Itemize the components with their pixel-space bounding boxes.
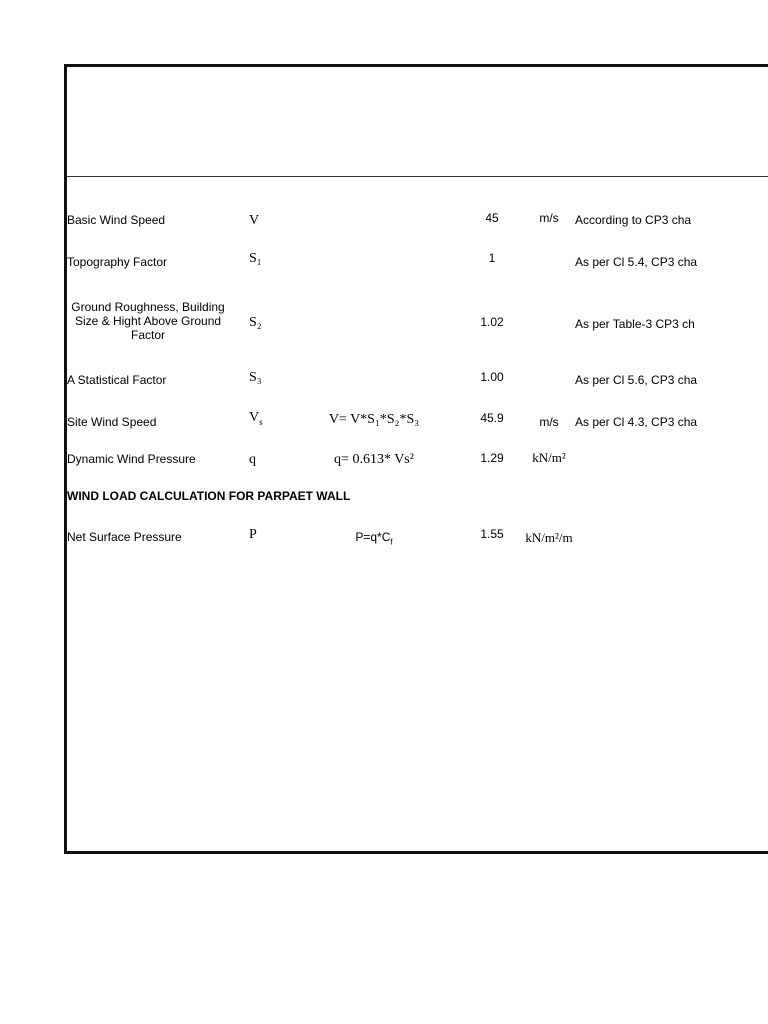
row-label: Basic Wind Speed [67, 213, 166, 227]
row-symbol: S₂ [249, 315, 262, 330]
row-label: Net Surface Pressure [67, 530, 182, 544]
row-ground-roughness [67, 300, 768, 344]
row-reference: As per Cl 5.6, CP3 cha [575, 373, 698, 387]
row-net-surface-pressure [67, 527, 768, 550]
row-label: Ground Roughness, Building Size & Hight Above Ground Factor [71, 300, 225, 342]
row-value: 45.9 [480, 411, 504, 425]
row-symbol: S₃ [249, 370, 262, 385]
row-symbol: V [249, 213, 260, 228]
row-formula: q= 0.613* Vs² [334, 452, 414, 467]
row-reference: As per Cl 5.4, CP3 cha [575, 255, 698, 269]
row-site-wind-speed [67, 410, 768, 435]
row-value: 1.00 [480, 370, 504, 384]
calculation-sheet [64, 64, 768, 854]
row-value: 1.55 [480, 527, 504, 541]
row-formula: V= V*S₁*S₂*S₃ [328, 412, 420, 427]
row-reference: According to CP3 cha [575, 213, 692, 227]
row-unit: kN/m²/m [525, 530, 573, 545]
row-value: 45 [485, 211, 499, 225]
row-formula: $P=q*C_f$ [355, 530, 393, 547]
row-reference: As per Table-3 CP3 ch [575, 317, 695, 331]
row-value: 1 [488, 251, 496, 265]
row-topography-factor [67, 251, 768, 275]
row-unit: kN/m² [532, 450, 566, 465]
row-value: 1.29 [480, 451, 504, 465]
row-value: 1.02 [480, 315, 504, 329]
row-label: Dynamic Wind Pressure [67, 452, 196, 466]
sheet-header-area [67, 67, 768, 177]
row-statistical-factor [67, 370, 768, 393]
row-label: Topography Factor [67, 255, 168, 269]
row-unit: m/s [539, 211, 559, 225]
row-label: Site Wind Speed [67, 415, 157, 429]
row-symbol: $V_s$ [249, 410, 263, 427]
section-heading-row [67, 489, 768, 509]
row-label: A Statistical Factor [67, 373, 167, 387]
row-symbol: P [249, 527, 257, 542]
row-unit: m/s [539, 415, 559, 429]
row-reference: As per Cl 4.3, CP3 cha [575, 415, 698, 429]
row-symbol: S₁ [249, 251, 262, 266]
row-basic-wind-speed [67, 213, 768, 233]
row-symbol: q [249, 452, 256, 467]
section-heading: WIND LOAD CALCULATION FOR PARPAET WALL [67, 489, 351, 503]
row-dynamic-wind-pressure [67, 452, 768, 472]
